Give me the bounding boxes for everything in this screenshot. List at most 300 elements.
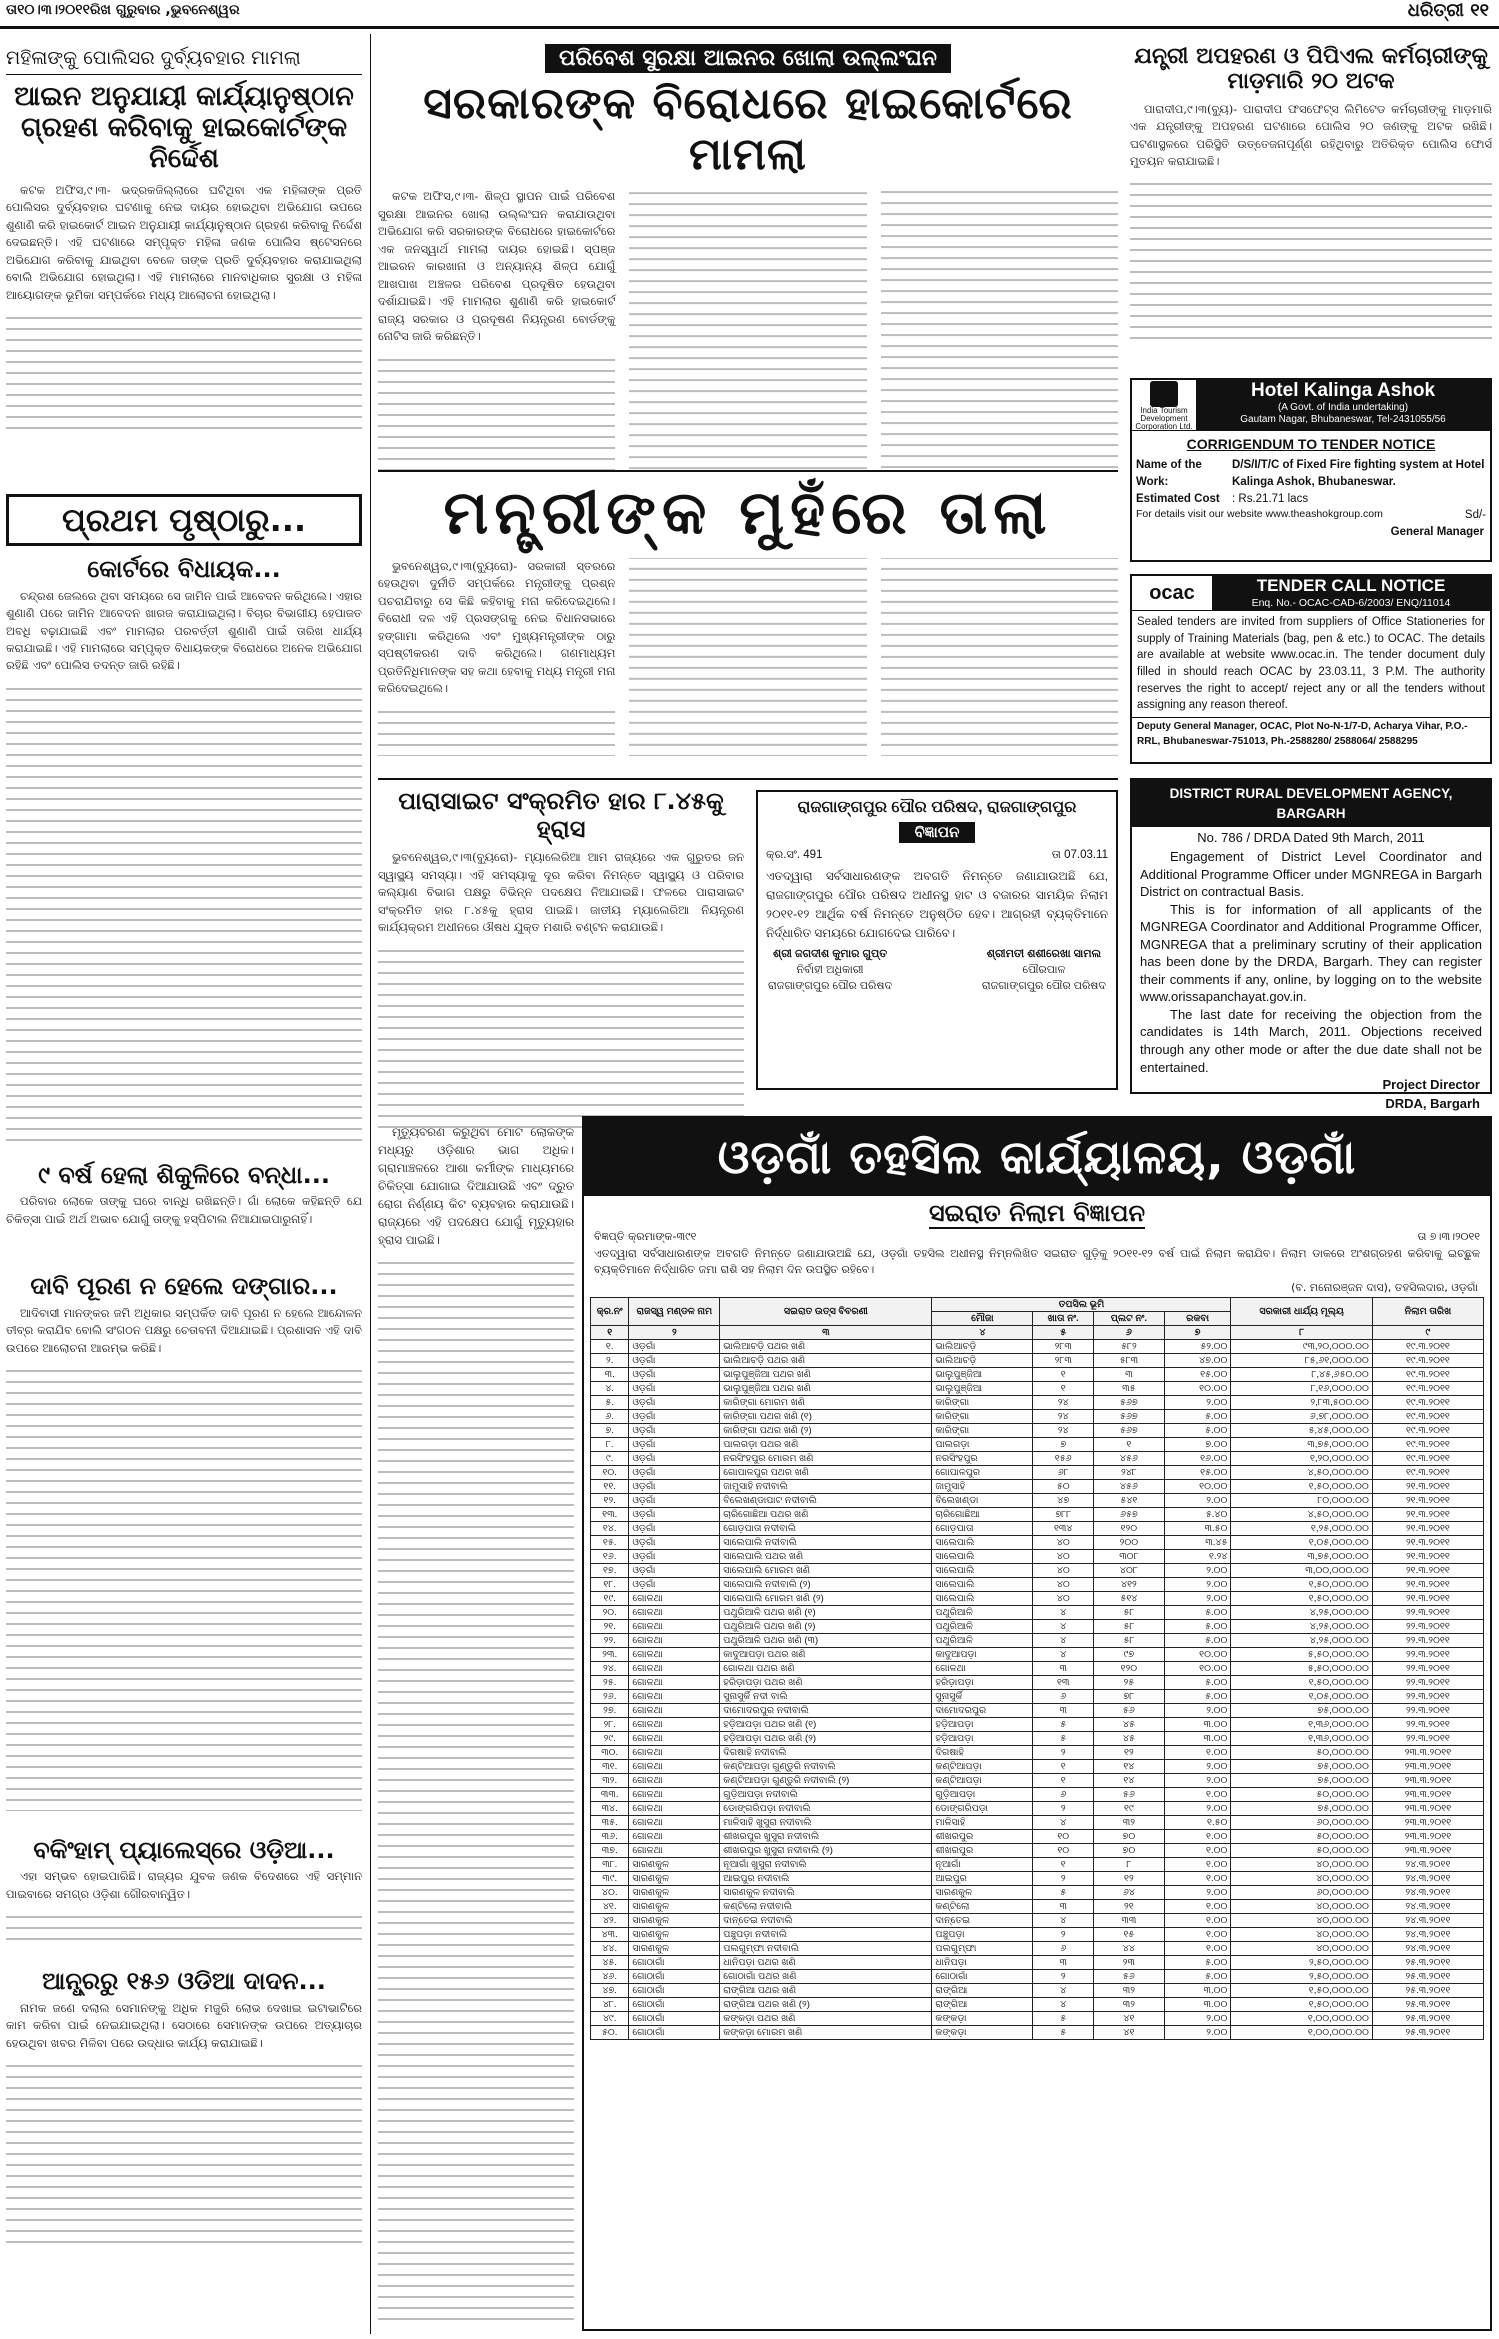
table-cell: ୨୩.୩.୨୦୧୧	[1372, 1801, 1483, 1815]
table-cell: ୨୧.୩.୨୦୧୧	[1372, 1549, 1483, 1563]
table-cell: ୩୩	[1094, 1913, 1165, 1927]
table-cell: ଗୋଠାଗାଁ	[629, 1983, 720, 1997]
page-label	[1408, 0, 1489, 21]
ashok-header	[1132, 380, 1490, 431]
table-cell: ୩୯.	[591, 1871, 629, 1885]
story4-lines	[6, 1907, 362, 1947]
table-cell: ୧,୦୦,୦୦୦.୦୦	[1231, 2011, 1372, 2025]
table-cell: ୬	[1033, 1689, 1094, 1703]
col-number: ୨	[629, 1325, 720, 1339]
rajgangpur-notice	[756, 790, 1118, 1090]
col-header-8: ନିଲାମ ତାରିଖ	[1372, 1297, 1483, 1325]
table-cell: ୧୬.୦୦	[1164, 1451, 1231, 1465]
left-body	[6, 182, 362, 432]
rajgangpur-sign1-org: ରାଜଗାଙ୍ଗପୁର ପୌର ପରିଷଦ	[768, 980, 893, 993]
table-cell: ୧୯.୩.୨୦୧୧	[1372, 1367, 1483, 1381]
table-cell: ନରସିଂହପୁର	[932, 1451, 1033, 1465]
table-row	[591, 1479, 1484, 1493]
table-row	[591, 1745, 1484, 1759]
table-row	[591, 1465, 1484, 1479]
table-cell: ୯୭	[1094, 1647, 1165, 1661]
tahasil-number-row	[591, 1325, 1484, 1339]
table-cell: ୧,୫୦,୦୦୦.୦୦	[1231, 1675, 1372, 1689]
table-cell: ୮	[1094, 1857, 1165, 1871]
table-cell: ୧୨	[1094, 1871, 1165, 1885]
table-cell: ୧,୨୦,୦୦୦.୦୦	[1231, 1451, 1372, 1465]
rajgangpur-sign1	[768, 947, 892, 995]
table-cell: ୪୦,୦୦୦.୦୦	[1231, 1941, 1372, 1955]
table-row	[591, 1619, 1484, 1633]
table-cell: ୧,୩୬,୦୦୦.୦୦	[1231, 1731, 1372, 1745]
table-cell: ୧.୨୪	[1164, 1549, 1231, 1563]
table-cell: ୩.୦୦	[1164, 1997, 1231, 2011]
table-cell: ଗୋଳଥା	[629, 1675, 720, 1689]
table-cell: ପଥୁରିଆଳି	[932, 1633, 1033, 1647]
story4-text: ଏହା ସମ୍ଭବ ହୋଇପାରିଛି। ରାଜ୍ୟର ଯୁବକ ଜଣକ ବିଦେଶରେ ଏହି ସମ୍ମାନ ପାଇବାରେ ସମଗ୍ର ଓଡ଼ିଶା ଗୌରବାନ୍ୱିତ।	[6, 1869, 362, 1901]
table-cell: ଗୋଠାଗାଁ	[629, 1997, 720, 2011]
table-cell: କଙ୍କଡ଼ା ପଥର ଖଣି	[720, 2011, 932, 2025]
hc-story	[378, 44, 1118, 474]
table-row	[591, 1955, 1484, 1969]
table-cell: ୧୯.୩.୨୦୧୧	[1372, 1423, 1483, 1437]
hc-body-text: କଟକ ଅଫିସ,୯।୩- ଶିଳ୍ପ ସ୍ଥାପନ ପାଇଁ ପରିବେଶ ସୁରକ୍ଷା ଆଇନର ଖୋଲା ଉଲ୍ଲଂଘନ କରାଯାଉଥିବା ଅଭିଯୋଗ କରି ସରକାରଙ୍କ ବିରୋଧରେ ହାଇକୋର୍ଟରେ ଏକ ଜନସ୍ୱାର୍ଥ ମାମଲା ଦାୟର ହୋଇଛି। ସ୍ପଞ୍ଜ ଆଇରନ କାରଖାନା ଓ ଅନ୍ୟାନ୍ୟ ଶିଳ୍ପ ଯୋଗୁଁ ଆଖପାଖ ଅଞ୍ଚଳର ପରିବେଶ ପ୍ରଦୂଷିତ ହେଉଥିବା ଦର୍ଶାଯାଇଛି। ଏହି ମାମଲାର ଶୁଣାଣି କରି ହାଇକୋର୍ଟ ରାଜ୍ୟ ସରକାର ଓ ପ୍ରଦୂଷଣ ନିୟନ୍ତ୍ରଣ ବୋର୍ଡଙ୍କୁ ନୋଟିସ ଜାରି କରିଛନ୍ତି।	[378, 189, 616, 344]
table-cell: ୨,୫୦,୦୦୦.୦୦	[1231, 1955, 1372, 1969]
paracite-headline: ପାରାସାଇଟ ସଂକ୍ରମିତ ହାର ୮.୪୫କୁ ହ୍ରାସ	[398, 787, 724, 843]
table-cell: ୨,୮୩,୫୦୦.୦୦	[1231, 1395, 1372, 1409]
table-cell: ସାରଣକୁଳ	[629, 1899, 720, 1913]
table-cell: ୧.୦୦	[1164, 1927, 1231, 1941]
table-cell: ପଲଗୁମ୍ଫା ନଦୀବାଲି	[720, 1941, 932, 1955]
table-cell: ୧,୦୫,୦୦୦.୦୦	[1231, 1689, 1372, 1703]
table-cell: ଦାନ୍ତେଇ	[932, 1913, 1033, 1927]
table-cell: ଭାଲୁପୁଞ୍ଜିଆ ପଥର ଖଣି	[720, 1381, 932, 1395]
table-cell: ୧୦.୦୦	[1164, 1661, 1231, 1675]
table-cell: ଓଡ଼ଗାଁ	[629, 1409, 720, 1423]
table-row	[591, 1759, 1484, 1773]
table-cell: ୧୯.୩.୨୦୧୧	[1372, 1339, 1483, 1353]
table-cell: ୫୦,୦୦୦.୦୦	[1231, 1745, 1372, 1759]
table-cell: ୬	[1033, 1941, 1094, 1955]
table-cell: ଗୋପାଳପୁର	[932, 1465, 1033, 1479]
ocac-header	[1132, 576, 1490, 611]
table-cell: ୪୮.	[591, 1997, 629, 2011]
ashok-work-label: Name of the Work:	[1136, 459, 1202, 488]
table-cell: ଗୋଠାଗାଁ	[629, 1969, 720, 1983]
table-cell: ୨,୫୦,୦୦୦.୦୦	[1231, 1969, 1372, 1983]
table-cell: ୧.୦୦	[1164, 1899, 1231, 1913]
table-cell: ୧୫.	[591, 1535, 629, 1549]
rajgangpur-sign2-role: ପୌରପାଳ	[1022, 964, 1066, 977]
table-cell: ୨୪.୩.୨୦୧୧	[1372, 1941, 1483, 1955]
table-cell: ଶୀଖରପୁର	[932, 1843, 1033, 1857]
table-cell: ଓଡ଼ଗାଁ	[629, 1437, 720, 1451]
table-cell: ୨୭.	[591, 1703, 629, 1717]
col-number: ୪	[932, 1325, 1033, 1339]
table-cell: ୧,୫୦,୦୦୦.୦୦	[1231, 1479, 1372, 1493]
table-cell: ଗୁଡ଼ିଆପଡ଼ା	[932, 1787, 1033, 1801]
mantri-body	[378, 558, 1118, 758]
table-cell: ୧୩	[1033, 1675, 1094, 1689]
table-cell: ୬.	[591, 1409, 629, 1423]
table-cell: ୧,୦୫,୦୦୦.୦୦	[1231, 1535, 1372, 1549]
paracite-continued	[378, 1124, 574, 2329]
table-cell: ୧୨.	[591, 1493, 629, 1507]
story3-text: ଆଦିବାସୀ ମାନଙ୍କର ଜମି ଅଧିକାର ସମ୍ପର୍କିତ ଦାବି ପୂରଣ ନ ହେଲେ ଆନ୍ଦୋଳନ ତୀବ୍ର କରାଯିବ ବୋଲି ସଂଗଠନ ପକ୍ଷରୁ ଚେତାବନୀ ଦିଆଯାଇଛି। ପ୍ରଶାସନ ଏହି ଦାବି ଉପରେ ଆଲୋଚନା ଆରମ୍ଭ କରିଛି।	[6, 1305, 362, 1355]
ashok-subtitle: (A Govt. of India undertaking)	[1277, 402, 1409, 413]
table-cell: ୨୫.	[591, 1675, 629, 1689]
table-cell: ୫,୫୦,୦୦୦.୦୦	[1231, 1661, 1372, 1675]
table-cell: ୧୦.୦୦	[1164, 1381, 1231, 1395]
table-cell: ୪୪.	[591, 1941, 629, 1955]
table-cell: ୨୨.୩.୨୦୧୧	[1372, 1605, 1483, 1619]
table-cell: ୧୪.	[591, 1521, 629, 1535]
table-cell: ୭୮୮	[1033, 1507, 1094, 1521]
table-cell: ୨.୦୦	[1164, 1759, 1231, 1773]
table-cell: ୨.୦୦	[1164, 1577, 1231, 1591]
table-row	[591, 1493, 1484, 1507]
table-row	[591, 1381, 1484, 1395]
table-cell: ଗୋଳଥା	[629, 1605, 720, 1619]
table-cell: ଗୋଳଥା	[629, 1689, 720, 1703]
table-cell: ୧,୫୦,୦୦୦.୦୦	[1231, 1577, 1372, 1591]
rajgangpur-ref-date: ତା 07.03.11	[1051, 848, 1108, 861]
table-cell: ୮.	[591, 1437, 629, 1451]
table-cell: ୨୧.୩.୨୦୧୧	[1372, 1479, 1483, 1493]
masthead	[0, 0, 1499, 26]
story3-body	[6, 1305, 362, 1825]
table-cell: ସାରଣକୁଳ	[629, 1857, 720, 1871]
table-cell: ଓଡ଼ଗାଁ	[629, 1339, 720, 1353]
table-cell: ୨.୦୦	[1164, 1885, 1231, 1899]
ocac-logo: ocac	[1149, 582, 1195, 604]
drda-signatory-1: Project Director	[1382, 1077, 1480, 1093]
table-cell: ପଥୁରିଆଳି ପଥର ଖଣି (୨)	[720, 1619, 932, 1633]
table-cell: ୪	[1033, 1997, 1094, 2011]
story3-title: ଦାବି ପୂରଣ ନ ହେଲେ ଦଙ୍ଗାର...	[30, 1272, 338, 1301]
table-cell: ୧.୦୦	[1164, 1857, 1231, 1871]
table-cell: ୪୫	[1094, 1731, 1165, 1745]
table-cell: ୨	[1033, 1927, 1094, 1941]
table-cell: ୫.୦୦	[1164, 1619, 1231, 1633]
rajgangpur-sign1-role: ନିର୍ବାହୀ ଅଧିକାରୀ	[796, 964, 864, 977]
col-header-2: ସଇରାତ ଉତ୍ସ ବିବରଣୀ	[720, 1297, 932, 1325]
table-cell: ୩.୦୦	[1164, 1983, 1231, 1997]
table-cell: ୫.୦୦	[1164, 1969, 1231, 1983]
table-cell: ୪,୨୫,୦୦୦.୦୦	[1231, 1605, 1372, 1619]
table-cell: ୫୮୨	[1094, 1339, 1165, 1353]
rajgangpur-sign2-name: ଶ୍ରୀମତୀ ଶଶୀରେଖା ସାମଲ	[986, 948, 1102, 961]
table-cell: ୮୦,୦୦୦.୦୦	[1231, 1493, 1372, 1507]
table-cell: ୪୭.	[591, 1983, 629, 1997]
table-cell: ଓଡ଼ଗାଁ	[629, 1493, 720, 1507]
table-cell: ଗୋଳଥା	[629, 1647, 720, 1661]
table-cell: ୨୪.୩.୨୦୧୧	[1372, 1899, 1483, 1913]
table-cell: ୧.୦୦	[1164, 1787, 1231, 1801]
table-cell: ଗୋଡ଼ପାତା	[932, 1521, 1033, 1535]
table-cell: କାରିଙ୍ଗା	[932, 1409, 1033, 1423]
mantri-body-text: ଭୁବନେଶ୍ୱର,୯।୩(ବ୍ୟୁରୋ)- ସରକାରୀ ସ୍ତରରେ ହେଉଥିବା ଦୁର୍ନୀତି ସମ୍ପର୍କରେ ମନ୍ତ୍ରୀଙ୍କୁ ପ୍ରଶ୍ନ ପଚରାଯିବାରୁ ସେ କିଛି କହିବାକୁ ମନା କରିଦେଇଥିଲେ। ବିରୋଧୀ ଦଳ ଏହି ପ୍ରସଙ୍ଗକୁ ନେଇ ବିଧାନସଭାରେ ହଙ୍ଗାମା କରିଥିଲେ ଏବଂ ମୁଖ୍ୟମନ୍ତ୍ରୀଙ୍କ ଠାରୁ ସ୍ପଷ୍ଟୀକରଣ ଦାବି କରିଥିଲେ। ଗଣମାଧ୍ୟମ ପ୍ରତିନିଧିମାନଙ୍କ ସହ କଥା ହେବାକୁ ମଧ୍ୟ ମନ୍ତ୍ରୀ ମନା କରିଦେଇଥିଲେ।	[378, 559, 616, 696]
table-cell: ଗୁଡ଼ିଆପଡ଼ା ନଦୀବାଲି	[720, 1787, 932, 1801]
rajgangpur-badge: ବିଜ୍ଞାପନ	[899, 822, 976, 843]
table-cell: ୫.୦୦	[1164, 1689, 1231, 1703]
tahasil-ref-row	[584, 1228, 1490, 1246]
table-cell: କାରିଙ୍ଗା	[932, 1423, 1033, 1437]
table-row	[591, 1451, 1484, 1465]
tahasil-title: ଓଡ଼ଗାଁ ତହସିଲ କାର୍ଯ୍ୟାଳୟ, ଓଡ଼ଗାଁ	[717, 1130, 1357, 1184]
table-cell: ୪୫	[1094, 1717, 1165, 1731]
table-cell: ମାଳିସାହି ଖୁସୁରା ନଦୀବାଲି	[720, 1815, 932, 1829]
table-cell: ୧୯.	[591, 1591, 629, 1605]
table-row	[591, 1675, 1484, 1689]
table-cell: ୨୨.୩.୨୦୧୧	[1372, 1731, 1483, 1745]
table-cell: ୪୦,୦୦୦.୦୦	[1231, 1857, 1372, 1871]
table-cell: ୪୪	[1094, 1941, 1165, 1955]
table-cell: ୩୧.	[591, 1759, 629, 1773]
table-cell: ୫୦,୦୦୦.୦୦	[1231, 1843, 1372, 1857]
table-row	[591, 1717, 1484, 1731]
table-cell: ସାଲେପାଲି	[932, 1549, 1033, 1563]
table-cell: ୧୧.	[591, 1479, 629, 1493]
table-cell: ୨୨.୩.୨୦୧୧	[1372, 1717, 1483, 1731]
table-cell: ୩,୦୦,୦୦୦.୦୦	[1231, 1563, 1372, 1577]
itdc-logo-caption: India Tourism Development Corporation Ltd.	[1135, 406, 1193, 431]
table-cell: ୪୨.	[591, 1913, 629, 1927]
table-cell: ୪	[1033, 1815, 1094, 1829]
masthead-rule	[0, 26, 1499, 29]
table-cell: ୭୫,୦୦୦.୦୦	[1231, 1773, 1372, 1787]
table-cell: ୨.୦୦	[1164, 1591, 1231, 1605]
col-header-1: ରାଜସ୍ୱ ମଣ୍ଡଳ ନାମ	[629, 1297, 720, 1325]
table-cell: ହଡ଼ିଆପଡ଼ା	[932, 1717, 1033, 1731]
table-cell: ୫୦,୦୦୦.୦୦	[1231, 1829, 1372, 1843]
paracite-body	[378, 849, 744, 1129]
table-cell: ୧୦.୦୦	[1164, 1479, 1231, 1493]
table-cell: ୪୦	[1033, 1549, 1094, 1563]
col-number: ୭	[1164, 1325, 1231, 1339]
table-cell: ୯୩,୨୦,୦୦୦.୦୦	[1231, 1339, 1372, 1353]
table-cell: ୧୫	[1094, 1927, 1165, 1941]
table-cell: ଗୋଳଥା	[629, 1843, 720, 1857]
table-row	[591, 1927, 1484, 1941]
table-cell: ୭୫,୦୦୦.୦୦	[1231, 1801, 1372, 1815]
right-body	[1130, 101, 1492, 341]
table-cell: ହଡ଼ିଆପଡ଼ା	[932, 1731, 1033, 1745]
table-cell: ନରସିଂହପୁର ମୋରମ ଖଣି	[720, 1451, 932, 1465]
table-cell: ୨୯.	[591, 1731, 629, 1745]
table-cell: ଜାମୁସାହି	[932, 1479, 1033, 1493]
table-cell: ୨୧.୩.୨୦୧୧	[1372, 1535, 1483, 1549]
table-cell: ୮୫,୬୧,୦୦୦.୦୦	[1231, 1353, 1372, 1367]
table-row	[591, 1969, 1484, 1983]
table-cell: ଶୀଖରପୁର ଖୁସୁରା ନଦୀବାଲି (୨)	[720, 1843, 932, 1857]
table-cell: ପଥୁରିଆଳି	[932, 1619, 1033, 1633]
table-cell: ଦିଗଷାହି	[932, 1745, 1033, 1759]
story1-title: କୋର୍ଟରେ ବିଧାୟକ...	[87, 555, 281, 583]
table-cell: ନୂଆଗାଁ ଖୁସୁରା ନଦୀବାଲି	[720, 1857, 932, 1871]
table-cell: ୩	[1033, 1899, 1094, 1913]
story4-title: ବକିଂହାମ୍ ପ୍ୟାଲେସ୍‌ରେ ଓଡ଼ିଆ...	[33, 1835, 335, 1864]
table-cell: ୪,୫୦,୦୦୦.୦୦	[1231, 1507, 1372, 1521]
table-cell: ୪	[1033, 1983, 1094, 1997]
table-row	[591, 1983, 1484, 1997]
table-cell: ୩.	[591, 1367, 629, 1381]
date-line: ତା୧୦।୩।୨୦୧୧ରିଖ ଗୁରୁବାର ,ଭୁବନେଶ୍ୱର	[6, 2, 240, 18]
table-row	[591, 1941, 1484, 1955]
paracite-body-lines	[378, 941, 744, 1130]
table-cell: ୧୪	[1094, 1773, 1165, 1787]
table-cell: ୨୩.୩.୨୦୧୧	[1372, 1843, 1483, 1857]
left-top-story	[6, 48, 362, 480]
table-cell: ୫୮୩	[1094, 1353, 1165, 1367]
table-row	[591, 1787, 1484, 1801]
table-cell: ୧	[1033, 1381, 1094, 1395]
table-cell: ୫	[1033, 1731, 1094, 1745]
table-cell: ୨୧.୩.୨୦୧୧	[1372, 1563, 1483, 1577]
table-cell: ପଞ୍ଚୁପଡ଼ା ନଦୀବାଲି	[720, 1927, 932, 1941]
table-row	[591, 1423, 1484, 1437]
table-cell: ୧୯.୩.୨୦୧୧	[1372, 1451, 1483, 1465]
col-header-0: କ୍ର.ନଂ	[591, 1297, 629, 1325]
ocac-enq: Enq. No.- OCAC-CAD-6/2003/ ENQ/11014	[1251, 597, 1451, 609]
table-cell: ୩	[1033, 1955, 1094, 1969]
ocac-ad	[1130, 574, 1492, 764]
table-cell: ପଥୁରିଆଳି ପଥର ଖଣି (୩)	[720, 1633, 932, 1647]
table-cell: ୨୩.୩.୨୦୧୧	[1372, 1815, 1483, 1829]
table-cell: ୪୭	[1033, 1493, 1094, 1507]
table-cell: ୭୦	[1094, 1829, 1165, 1843]
story5-text: ନାମକ ଜଣେ ଦଲାଲ ସେମାନଙ୍କୁ ଅଧିକ ମଜୁରି ଲୋଭ ଦେଖାଇ ଇଟାଭାଟିରେ କାମ କରିବା ପାଇଁ ନେଇଯାଇଥିଲା। ସେଠାରେ ସେମାନଙ୍କ ଉପରେ ଅତ୍ୟାଚାର ହେଉଥିବା ଖବର ମିଳିବା ପରେ ଉଦ୍ଧାର କାର୍ଯ୍ୟ କରାଯାଇଛି।	[6, 2000, 362, 2050]
drda-signatory-2: DRDA, Bargarh	[1385, 1095, 1480, 1111]
table-cell: ୩୨	[1094, 1983, 1165, 1997]
table-cell: ୨୫.୩.୨୦୧୧	[1372, 1997, 1483, 2011]
table-cell: ୪୫୬	[1094, 1479, 1165, 1493]
table-cell: ପାଲଗଡ଼ା	[932, 1437, 1033, 1451]
ashok-cost-value: : Rs.21.71 lacs	[1232, 492, 1309, 505]
drda-title: DISTRICT RURAL DEVELOPMENT AGENCY, BARGARH	[1132, 780, 1490, 827]
table-row	[591, 1591, 1484, 1605]
table-cell: ଭାଲିଆଚଡ଼ି	[932, 1339, 1033, 1353]
table-row	[591, 1899, 1484, 1913]
tahasil-table	[590, 1297, 1484, 2040]
table-cell: ୪୫.	[591, 1955, 629, 1969]
col-number: ୧	[591, 1325, 629, 1339]
table-cell: ଭାଲିଆଚଡ଼ି ପଥର ଖଣି	[720, 1353, 932, 1367]
front-page-banner	[6, 494, 362, 546]
table-cell: ସାଲେପାଲି	[932, 1577, 1033, 1591]
table-cell: ୩.୦୦	[1164, 1717, 1231, 1731]
itdc-logo-icon	[1150, 381, 1178, 407]
table-cell: ସାରଣକୁଳ	[629, 1927, 720, 1941]
col-number: ୮	[1231, 1325, 1372, 1339]
table-cell: ୭.	[591, 1423, 629, 1437]
table-cell: ୧.୦୦	[1164, 1843, 1231, 1857]
table-cell: ୬,୭୮,୦୦୦.୦୦	[1231, 1409, 1372, 1423]
table-cell: ଭାଲୁପୁଞ୍ଜିଆ ପଥର ଖଣି	[720, 1367, 932, 1381]
table-cell: ଜାମୁସାହି ନଦୀବାଲି	[720, 1479, 932, 1493]
table-cell: ୧,୫୦,୦୦୦.୦୦	[1231, 1997, 1372, 2011]
hc-body	[378, 188, 1118, 498]
table-cell: ୩.୪୫	[1164, 1535, 1231, 1549]
story5-lines	[6, 2056, 362, 2246]
page-number: ୧୧	[1470, 0, 1489, 21]
paracite-cont-lines	[378, 1253, 574, 2329]
rajgangpur-body: ଏତଦ୍ୱାରା ସର୍ବସାଧାରଣଙ୍କ ଅବଗତି ନିମନ୍ତେ ଜଣାଯାଉଅଛି ଯେ, ରାଜଗାଙ୍ଗପୁର ପୌର ପରିଷଦ ଅଧୀନସ୍ଥ ହାଟ ଓ ବଜାରର ସାମୟିକ ନିଲାମ ୨୦୧୧-୧୨ ଆର୍ଥିକ ବର୍ଷ ନିମନ୍ତେ ଅନୁଷ୍ଠିତ ହେବ। ଆଗ୍ରହୀ ବ୍ୟକ୍ତିମାନେ ନିର୍ଦ୍ଧାରିତ ସମୟରେ ଯୋଗଦେଇ ପାରିବେ।	[766, 868, 1108, 941]
paracite-cont-text: ମୃତ୍ୟୁବରଣ କରୁଥିବା ମୋଟ ଲୋକଙ୍କ ମଧ୍ୟରୁ ଓଡ଼ିଶାର ଭାଗ ଅଧିକ। ଗ୍ରାମାଞ୍ଚଳରେ ଆଶା କର୍ମୀଙ୍କ ମାଧ୍ୟମରେ ଚିକିତ୍ସା ଯୋଗାଇ ଦିଆଯାଉଛି ଏବଂ ଦ୍ରୁତ ରୋଗ ନିର୍ଣ୍ଣୟ କିଟ ବ୍ୟବହାର କରାଯାଉଛି। ରାଜ୍ୟରେ ଏହି ପଦକ୍ଷେପ ଯୋଗୁଁ ମୃତ୍ୟୁହାର ହ୍ରାସ ପାଇଛି।	[378, 1125, 574, 1247]
paracite-body-text: ଭୁବନେଶ୍ୱର,୯।୩(ବ୍ୟୁରୋ)- ମ୍ୟାଲେରିଆ ଆମ ରାଜ୍ୟରେ ଏକ ଗୁରୁତର ଜନ ସ୍ୱାସ୍ଥ୍ୟ ସମସ୍ୟା। ଏହି ସମସ୍ୟାକୁ ଦୂର କରିବା ନିମନ୍ତେ ସ୍ୱାସ୍ଥ୍ୟ ଓ ପରିବାର କଲ୍ୟାଣ ବିଭାଗ ପକ୍ଷରୁ ବିଭିନ୍ନ ପଦକ୍ଷେପ ନିଆଯାଇଛି। ଫଳରେ ପାରାସାଇଟ ସଂକ୍ରମିତ ହାର ୮.୪୫କୁ ହ୍ରାସ ପାଇଛି। ଜାତୀୟ ମ୍ୟାଲେରିଆ ନିୟନ୍ତ୍ରଣ କାର୍ଯ୍ୟକ୍ରମ ଅଧୀନରେ ଔଷଧ ଯୁକ୍ତ ମଶାରି ବଣ୍ଟନ କରାଯାଉଛି।	[378, 850, 744, 935]
mantri-headline: ମନ୍ତ୍ରୀଙ୍କ ମୁହଁରେ ତାଲା	[443, 478, 1053, 548]
right-body-lines	[1130, 174, 1492, 340]
table-cell: ସାରଣକୁଳ	[629, 1885, 720, 1899]
col-number: ୩	[720, 1325, 932, 1339]
story2-text: ପରିବାର ଲୋକେ ତାଙ୍କୁ ଘରେ ବାନ୍ଧି ରଖିଛନ୍ତି। ଗାଁ ଲୋକେ କହିଛନ୍ତି ଯେ ଚିକିତ୍ସା ପାଇଁ ଅର୍ଥ ଅଭାବ ଯୋଗୁଁ ତାଙ୍କୁ ହସ୍ପିଟାଲ ନିଆଯାଇପାରୁନାହିଁ।	[6, 1194, 362, 1226]
story1-body	[6, 588, 362, 1148]
story1-lines	[6, 679, 362, 1148]
table-cell: ୫.୦୦	[1164, 1955, 1231, 1969]
table-row	[591, 1731, 1484, 1745]
table-cell: ଭାଲୁପୁଞ୍ଜିଆ	[932, 1381, 1033, 1395]
table-cell: ୨୨.୩.୨୦୧୧	[1372, 1647, 1483, 1661]
col-header-3: ମୌଜା	[932, 1311, 1033, 1325]
table-row	[591, 2011, 1484, 2025]
ocac-title-block	[1212, 576, 1490, 610]
table-cell: ୪୦	[1033, 1563, 1094, 1577]
table-cell: ୫.୦୦	[1164, 1633, 1231, 1647]
table-cell: କଣ୍ଟିଆପଡ଼ା ଗୁଣ୍ଡୁରି ନଦୀବାଲି	[720, 1759, 932, 1773]
table-cell: ହଡ଼ିଆପଡ଼ା ପଥର ଖଣି (୧)	[720, 1717, 932, 1731]
table-cell: ଦିଗଷାହି ନଦୀବାଲି	[720, 1745, 932, 1759]
table-cell: ୨.୦୦	[1164, 1703, 1231, 1717]
story2-title: ୯ ବର୍ଷ ହେଲା ଶିକୁଳିରେ ବନ୍ଧା...	[38, 1160, 330, 1189]
table-cell: ୭୫,୦୦୦.୦୦	[1231, 1703, 1372, 1717]
col-number: ୫	[1033, 1325, 1094, 1339]
table-cell: ୫୮	[1094, 1633, 1165, 1647]
table-cell: ସୁନାସୁର୍କି	[932, 1689, 1033, 1703]
table-cell: ୨୩.୩.୨୦୧୧	[1372, 1787, 1483, 1801]
table-row	[591, 1563, 1484, 1577]
table-cell: ଗୋଳଥା	[629, 1801, 720, 1815]
table-cell: ଗୋଳଥା	[629, 1591, 720, 1605]
table-row	[591, 1549, 1484, 1563]
story2-body	[6, 1193, 362, 1263]
rajgangpur-sign2	[982, 947, 1106, 995]
table-cell: ସାରଣକୁଳ ନଦୀବାଲି	[720, 1885, 932, 1899]
table-cell: ୨୫.୩.୨୦୧୧	[1372, 1955, 1483, 1969]
table-cell: ୧୨୦	[1094, 1521, 1165, 1535]
story3-lines	[6, 1361, 362, 1811]
table-cell: ପଲଗୁମ୍ଫା	[932, 1941, 1033, 1955]
table-cell: ୩	[1033, 1703, 1094, 1717]
table-cell: ୫୦	[1033, 1479, 1094, 1493]
table-cell: ଶୀଖରପୁର ଖୁସୁରା ନଦୀବାଲି	[720, 1829, 932, 1843]
table-cell: ୩.୦୦	[1164, 1731, 1231, 1745]
table-cell: ୫.୦୦	[1164, 1423, 1231, 1437]
table-cell: ୨୩.	[591, 1647, 629, 1661]
table-cell: ଓଡ଼ଗାଁ	[629, 1563, 720, 1577]
table-cell: ୫,୫୦,୦୦୦.୦୦	[1231, 1647, 1372, 1661]
table-cell: ୧,୨୫,୦୦୦.୦୦	[1231, 1521, 1372, 1535]
table-cell: ୨.୦୦	[1164, 1493, 1231, 1507]
table-cell: ୬୦,୦୦୦.୦୦	[1231, 1815, 1372, 1829]
table-cell: ୩	[1094, 1367, 1165, 1381]
table-cell: ୧.୦୦	[1164, 1941, 1231, 1955]
table-cell: ୨	[1033, 1745, 1094, 1759]
banner-text: ପ୍ରଥମ ପୃଷ୍ଠାରୁ...	[61, 501, 307, 539]
table-cell: ୪୦.	[591, 1885, 629, 1899]
table-cell: କଙ୍କଡ଼ା ମୋରମ ଖଣି	[720, 2025, 932, 2039]
drda-ad	[1130, 778, 1492, 1111]
table-cell: ୨୦.	[591, 1605, 629, 1619]
table-cell: ୧,୫୦,୦୦୦.୦୦	[1231, 1591, 1372, 1605]
